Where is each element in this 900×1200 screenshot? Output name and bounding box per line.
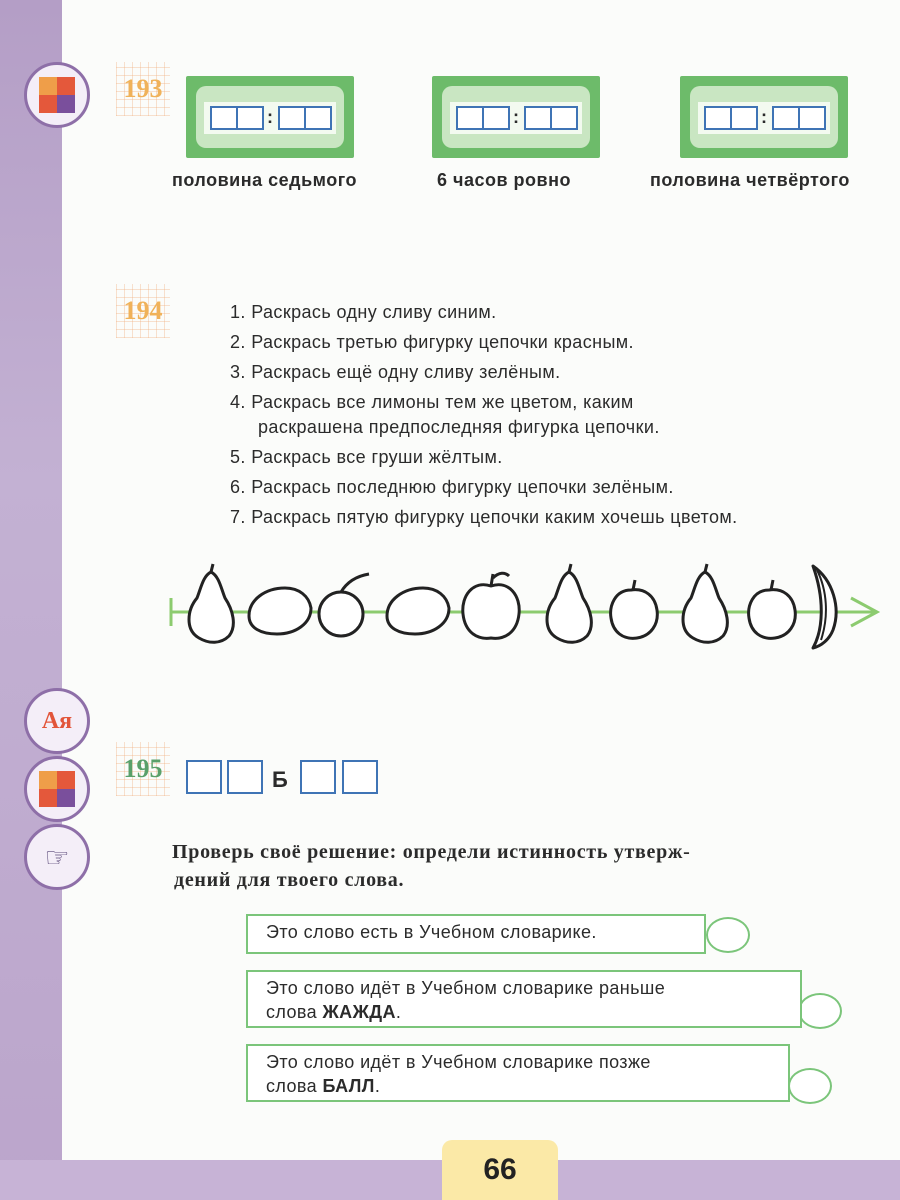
task-number-194: 194 xyxy=(116,284,170,338)
abc-icon-label: Ая xyxy=(41,707,73,734)
apple-icon[interactable] xyxy=(463,573,519,638)
minute-tens-box[interactable] xyxy=(278,106,306,130)
statement-3-line2 xyxy=(266,1074,770,1098)
pear-icon-2[interactable] xyxy=(547,564,591,642)
minute-units-box[interactable] xyxy=(304,106,332,130)
hour-units-box[interactable] xyxy=(482,106,510,130)
instruction-7: 7. Раскрась пятую фигурку цепочки каким хочешь цветом. xyxy=(230,507,738,527)
lemon-icon[interactable] xyxy=(249,588,311,634)
minute-tens-box[interactable] xyxy=(524,106,552,130)
statement-1-text: Это слово есть в Учебном словарике. xyxy=(266,922,597,942)
statement-3-prefix: слова xyxy=(266,1076,323,1096)
clock-caption-3: половина четвёртого xyxy=(650,170,850,190)
check-instruction xyxy=(172,838,882,894)
task-number-195: 195 xyxy=(116,742,170,796)
puzzle-icon-2 xyxy=(24,756,90,822)
fruit-chain xyxy=(165,560,885,650)
word-letter-box-4[interactable] xyxy=(300,760,336,794)
hand-symbol: ☞ xyxy=(44,841,70,873)
instruction-2: 2. Раскрась третью фигурку цепочки красным. xyxy=(230,332,634,352)
hour-tens-box[interactable] xyxy=(456,106,484,130)
instruction-3: 3. Раскрась ещё одну сливу зелёным. xyxy=(230,362,561,382)
hour-units-box[interactable] xyxy=(730,106,758,130)
task-number-193: 193 xyxy=(116,62,170,116)
plum-icon[interactable] xyxy=(611,580,658,638)
word-given-letter: Б xyxy=(272,767,288,792)
statement-3-end: . xyxy=(374,1076,381,1096)
cherry-icon[interactable] xyxy=(319,574,369,636)
pointing-hand-icon xyxy=(24,824,90,890)
puzzle-icon xyxy=(24,62,90,128)
statement-1 xyxy=(246,914,706,954)
hour-units-box[interactable] xyxy=(236,106,264,130)
lemon-icon-2[interactable] xyxy=(387,588,449,634)
instruction-1: 1. Раскрась одну сливу синим. xyxy=(230,302,497,322)
pear-icon-3[interactable] xyxy=(683,564,727,642)
clock-1: : xyxy=(186,76,354,158)
clock-3: : xyxy=(680,76,848,158)
abc-book-icon xyxy=(24,688,90,754)
hour-tens-box[interactable] xyxy=(704,106,732,130)
instruction-6: 6. Раскрась последнюю фигурку цепочки зелёным. xyxy=(230,477,674,497)
statement-3 xyxy=(246,1044,790,1102)
answer-oval-2[interactable] xyxy=(798,993,842,1029)
statement-2 xyxy=(246,970,802,1028)
minute-units-box[interactable] xyxy=(550,106,578,130)
instruction-5: 5. Раскрась все груши жёлтым. xyxy=(230,447,503,467)
left-sidebar-band xyxy=(0,0,62,1200)
answer-oval-3[interactable] xyxy=(788,1068,832,1104)
banana-icon[interactable] xyxy=(813,566,836,648)
statement-2-line1: Это слово идёт в Учебном словарике раньше xyxy=(266,978,666,998)
minute-units-box[interactable] xyxy=(798,106,826,130)
statement-2-end: . xyxy=(395,1002,402,1022)
check-instruction-line1: Проверь своё решение: определи истинность утверж- xyxy=(172,841,691,863)
statement-2-line2 xyxy=(266,1000,782,1024)
clock-caption-2: 6 часов ровно xyxy=(437,170,571,190)
instruction-4: 4. Раскрась все лимоны тем же цветом, каким xyxy=(230,392,634,412)
statement-2-prefix: слова xyxy=(266,1002,323,1022)
check-instruction-line2: дений для твоего слова. xyxy=(174,869,405,891)
pear-icon[interactable] xyxy=(189,564,233,642)
statement-2-keyword: ЖАЖДА xyxy=(322,1002,396,1022)
page-number: 66 xyxy=(442,1140,558,1200)
word-letter-box-5[interactable] xyxy=(342,760,378,794)
clock-caption-1: половина седьмого xyxy=(172,170,357,190)
answer-oval-1[interactable] xyxy=(706,917,750,953)
plum-icon-2[interactable] xyxy=(749,580,796,638)
minute-tens-box[interactable] xyxy=(772,106,800,130)
instruction-4-continued: раскрашена предпоследняя фигурка цепочки. xyxy=(258,417,660,437)
word-letter-box-2[interactable] xyxy=(227,760,263,794)
clock-2: : xyxy=(432,76,600,158)
word-letter-box-1[interactable] xyxy=(186,760,222,794)
hour-tens-box[interactable] xyxy=(210,106,238,130)
statement-3-line1: Это слово идёт в Учебном словарике позже xyxy=(266,1052,651,1072)
statement-3-keyword: БАЛЛ xyxy=(322,1076,375,1096)
